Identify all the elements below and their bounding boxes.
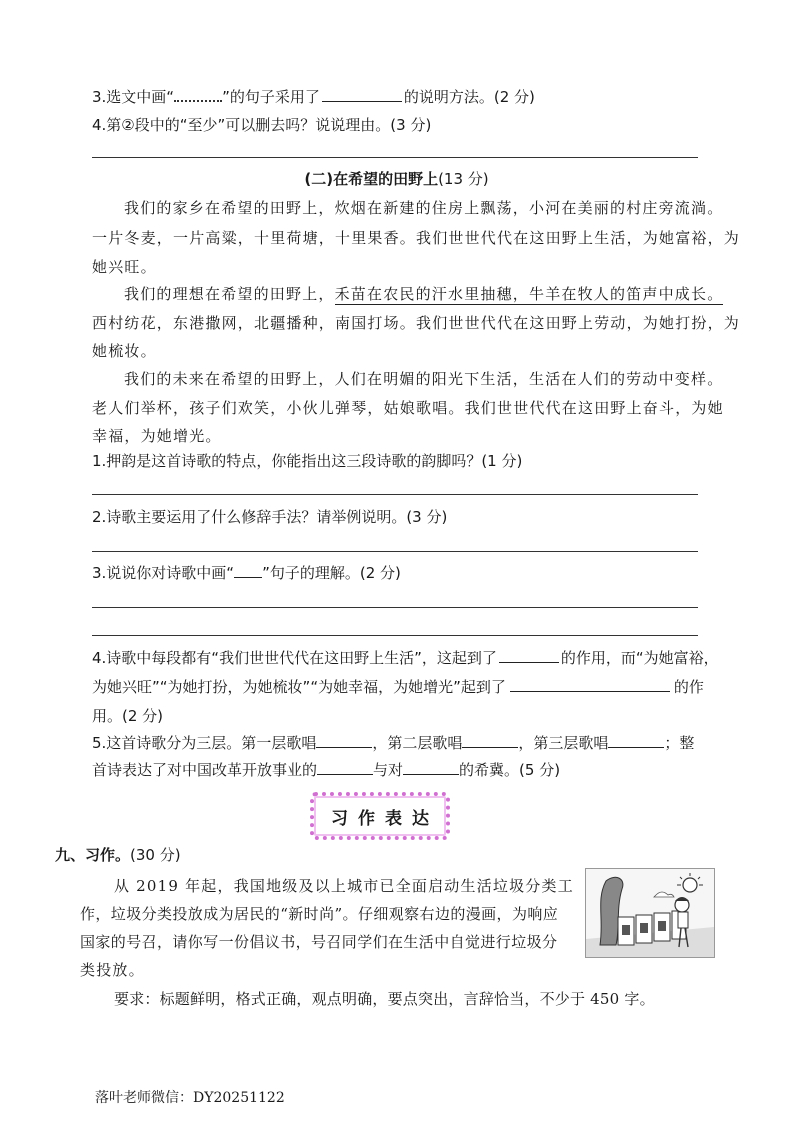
question-5-line2: [92, 760, 560, 780]
title-text: (二)在希望的田野上: [304, 170, 439, 188]
underline-mark: [234, 563, 262, 578]
poem-line: 一片冬麦，一片高粱，十里荷塘，十里果香。我们世世代代在这田野上生活，为她富裕，为: [92, 229, 741, 247]
q-text: 的作用，而“为她富裕，: [560, 649, 719, 667]
question-4-line2: [92, 677, 704, 697]
answer-blank[interactable]: [316, 733, 372, 748]
poem-line: 老人们举杯，孩子们欢笑，小伙儿弹琴，姑娘歌唱。我们世世代代在这田野上奋斗，为她: [92, 399, 724, 417]
question-a3: [92, 86, 535, 107]
answer-blank[interactable]: [462, 733, 518, 748]
prompt-line: 国家的号召，请你写一份倡议书，号召同学们在生活中自觉进行垃圾分: [80, 933, 558, 951]
poem-line: 西村纺花，东港撒网，北疆播种，南国打场。我们世世代代在这田野上劳动，为她打扮，为: [92, 314, 741, 332]
answer-line[interactable]: [92, 494, 698, 495]
q-text: 与对: [373, 761, 404, 779]
answer-line[interactable]: [92, 551, 698, 552]
q-text: 5.这首诗歌分为三层。第一层歌唱: [92, 734, 317, 752]
q-text: ”的句子采用了: [222, 88, 320, 106]
requirement-text: 要求：标题鲜明，格式正确，观点明确，要点突出，言辞恰当，不少于 450 字。: [114, 990, 655, 1008]
question-2: 2.诗歌主要运用了什么修辞手法？请举例说明。(3 分): [92, 508, 448, 526]
question-5-line1: [92, 733, 694, 753]
q-text: ”句子的理解。(2 分): [262, 564, 401, 582]
heading-points: (30 分): [130, 846, 181, 864]
prompt-line: 类投放。: [80, 961, 145, 979]
poem-line: 幸福，为她增光。: [92, 427, 222, 445]
poem-line: 她梳妆。: [92, 342, 157, 360]
answer-blank[interactable]: [403, 760, 459, 775]
poem-line: 我们的未来在希望的田野上，人们在明媚的阳光下生活，生活在人们的劳动中变样。: [124, 370, 724, 388]
question-1: 1.押韵是这首诗歌的特点，你能指出这三段诗歌的韵脚吗？(1 分): [92, 452, 523, 470]
answer-blank[interactable]: [608, 733, 664, 748]
answer-blank[interactable]: [317, 760, 373, 775]
q-text: ，第二层歌唱: [372, 734, 463, 752]
banner-text: 习作表达: [331, 808, 439, 829]
q-text: 3.说说你对诗歌中画“: [92, 564, 235, 582]
answer-line[interactable]: [92, 607, 698, 608]
question-a4: 4.第②段中的“至少”可以删去吗？说说理由。(3 分): [92, 116, 432, 134]
q-text: 的说明方法。(2 分): [403, 88, 535, 106]
section-title: [0, 168, 793, 189]
poem-line: [124, 284, 723, 304]
section-banner: [310, 792, 450, 840]
q-text: 为她兴旺”“为她打扮，为她梳妆”“为她幸福，为她增光”起到了: [92, 678, 506, 696]
answer-blank[interactable]: [499, 648, 559, 663]
section-9-heading: [55, 845, 181, 865]
q-text: 的作: [673, 678, 704, 696]
title-points: (13 分): [438, 170, 489, 188]
question-4-line3: 用。(2 分): [92, 707, 164, 725]
poem-line: 我们的家乡在希望的田野上，炊烟在新建的住房上飘荡，小河在美丽的村庄旁流淌。: [124, 199, 724, 217]
heading-text: 九、习作。: [55, 846, 131, 864]
q-text: 的希冀。(5 分): [459, 761, 561, 779]
wavy-underline-mark: [174, 86, 222, 102]
q-text: ；整: [664, 734, 695, 752]
answer-line[interactable]: [92, 635, 698, 636]
q-text: 首诗表达了对中国改革开放事业的: [92, 761, 318, 779]
garbage-sorting-cartoon-image: [585, 868, 715, 958]
q-text: 3.选文中画“: [92, 88, 175, 106]
answer-blank[interactable]: [322, 87, 402, 102]
question-4-line1: [92, 648, 719, 668]
poem-text: 我们的理想在希望的田野上，: [124, 285, 335, 303]
prompt-line: 作，垃圾分类投放成为居民的“新时尚”。仔细观察右边的漫画，为响应: [80, 905, 559, 923]
q-text: ，第三层歌唱: [518, 734, 609, 752]
answer-blank[interactable]: [510, 677, 670, 692]
answer-line[interactable]: [92, 157, 698, 158]
poem-line: 她兴旺。: [92, 258, 157, 276]
prompt-line: 从 2019 年起，我国地级及以上城市已全面启动生活垃圾分类工: [114, 877, 574, 895]
footer-contact: 落叶老师微信：DY20251122: [95, 1090, 285, 1106]
cartoon-illustration: [586, 869, 714, 957]
q-text: 4.诗歌中每段都有“我们世世代代在这田野上生活”，这起到了: [92, 649, 497, 667]
underlined-sentence: 禾苗在农民的汗水里抽穗，牛羊在牧人的笛声中成长。: [334, 285, 724, 303]
question-3: [92, 563, 401, 583]
